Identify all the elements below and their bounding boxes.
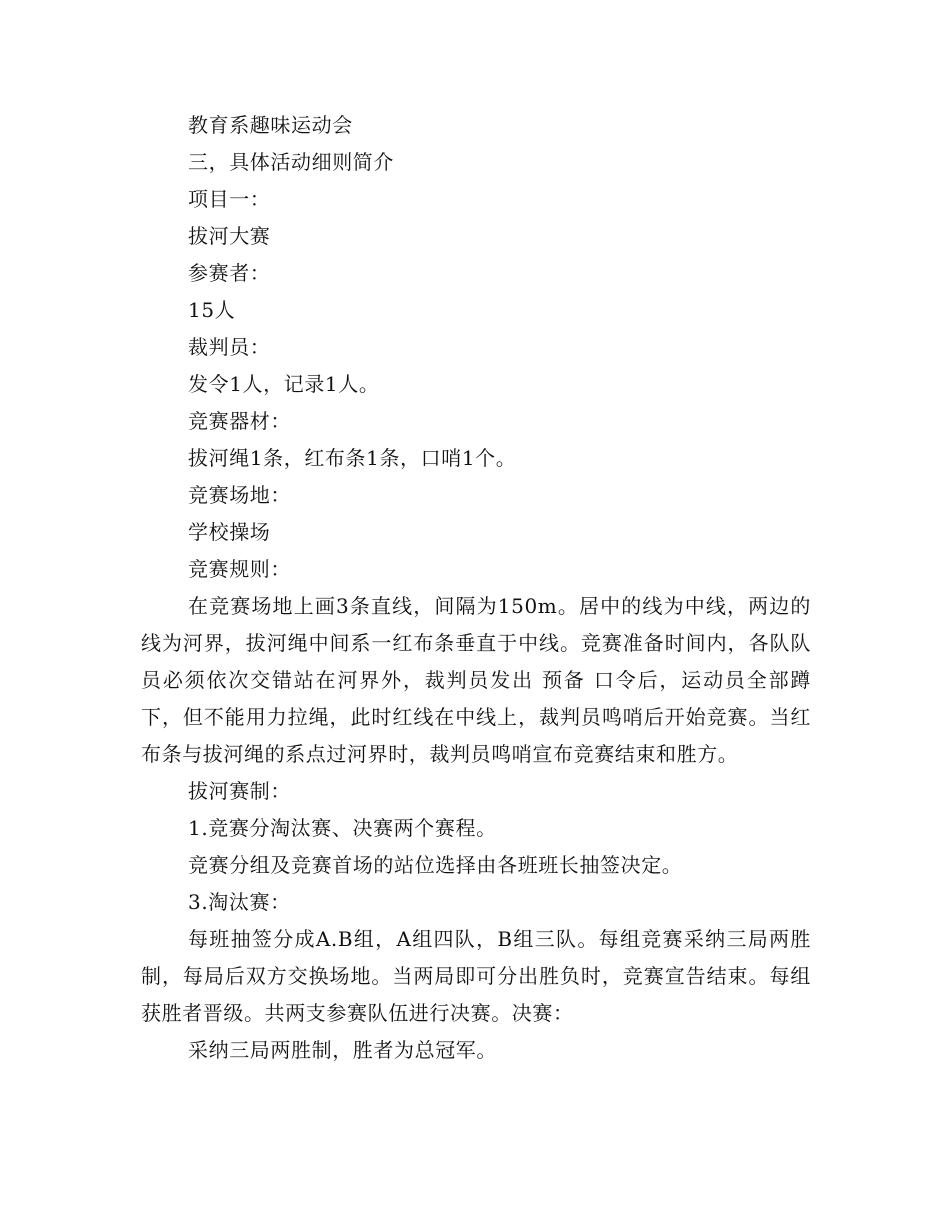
item-label: 项目一：: [188, 187, 271, 211]
equipment-label: 竞赛器材：: [188, 409, 291, 433]
participants-label: 参赛者：: [188, 261, 271, 285]
document-title: 教育系趣味运动会: [188, 113, 353, 137]
rules-label: 竞赛规则：: [188, 557, 291, 581]
format-heading: 拔河赛制：: [188, 779, 291, 803]
elimination-paragraph: 每班抽签分成A.B组，A组四队，B组三队。每组竞赛采纳三局两胜制，每局后双方交换场地。当两局即可分出胜负时，竞赛宣告结束。每组获胜者晋级。共两支参赛队伍进行决赛。决赛：: [141, 927, 811, 1025]
item-name: 拔河大赛: [188, 224, 271, 248]
rules-paragraph: 在竞赛场地上画3条直线，间隔为150m。居中的线为中线，两边的线为河界，拔河绳中间系一红布条垂直于中线。竞赛准备时间内，各队队员必须依次交错站在河界外，裁判员发出 预备 口令后，运动员全部蹲下，但不能用力拉绳，此时红线在中线上，裁判员鸣哨后开始竞赛。当红布条与拔河绳的系点过河界时，裁判员鸣哨宣布竞赛结束和胜方。: [141, 594, 811, 766]
document-body: [141, 107, 811, 1069]
participants-value: 15人: [188, 298, 236, 322]
referee-label: 裁判员：: [188, 335, 271, 359]
final-line: 采纳三局两胜制，胜者为总冠军。: [188, 1038, 497, 1062]
section-heading: 三，具体活动细则简介: [188, 150, 394, 174]
venue-label: 竞赛场地：: [188, 483, 291, 507]
venue-value: 学校操场: [188, 520, 271, 544]
format-item-3: 3.淘汰赛：: [188, 890, 291, 914]
equipment-value: 拔河绳1条，红布条1条，口哨1个。: [188, 446, 517, 470]
format-item-1: 1.竞赛分淘汰赛、决赛两个赛程。: [188, 816, 497, 840]
referee-value: 发令1人，记录1人。: [188, 372, 380, 396]
format-item-2: 竞赛分组及竞赛首场的站位选择由各班班长抽签决定。: [188, 853, 683, 877]
